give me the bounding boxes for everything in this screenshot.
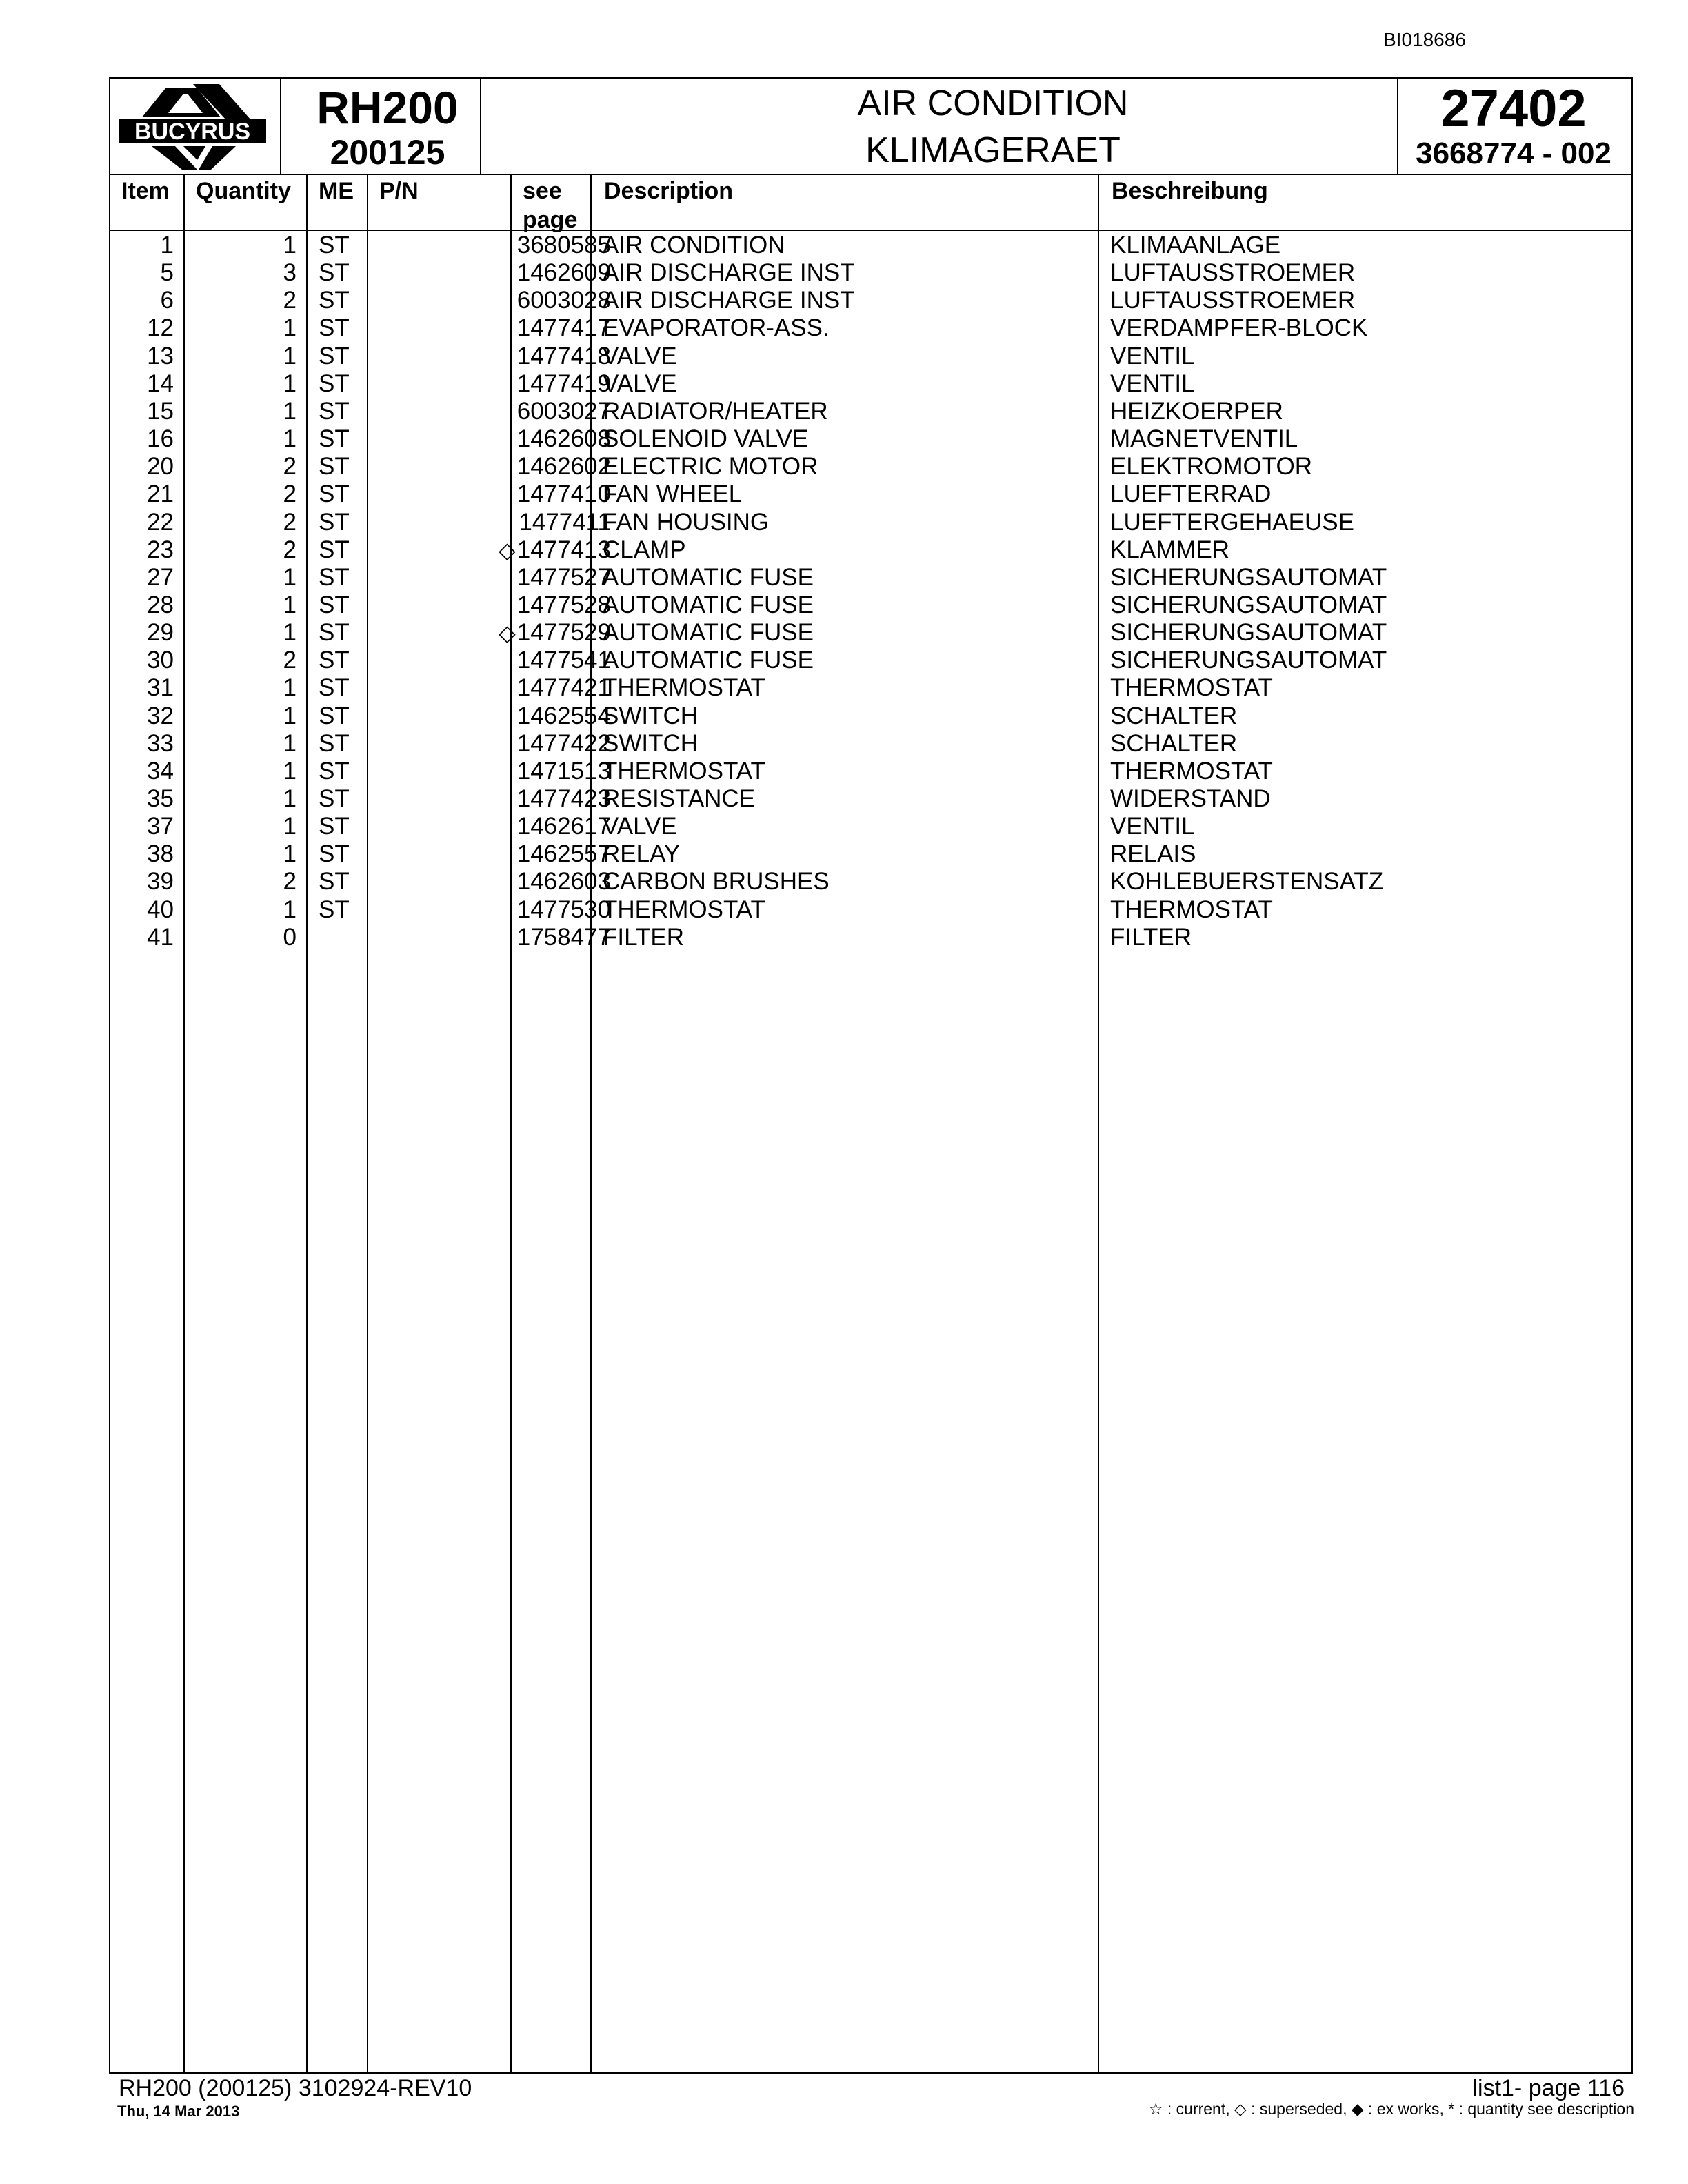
table-row bbox=[110, 868, 1631, 896]
table-row bbox=[110, 592, 1631, 619]
part-number: 1477413 bbox=[516, 536, 611, 563]
part-number: 1477423 bbox=[516, 785, 611, 812]
part-number-cell bbox=[379, 647, 611, 674]
table-row bbox=[110, 674, 1631, 702]
beschreibung-cell: LUFTAUSSTROEMER bbox=[1110, 287, 1356, 314]
beschreibung-cell: VENTIL bbox=[1110, 370, 1195, 397]
item-number: 38 bbox=[147, 840, 174, 868]
part-number-cell bbox=[379, 370, 611, 398]
item-number: 20 bbox=[147, 453, 174, 481]
part-number: 1477417 bbox=[516, 314, 611, 342]
item-number: 5 bbox=[160, 259, 174, 287]
item-number: 33 bbox=[147, 729, 174, 757]
quantity-cell: 1 bbox=[283, 342, 297, 370]
beschreibung-cell: THERMOSTAT bbox=[1110, 896, 1273, 923]
unit-cell: ST bbox=[319, 785, 350, 812]
item-number: 12 bbox=[147, 314, 174, 342]
quantity-cell: 1 bbox=[283, 896, 297, 923]
table-row bbox=[110, 232, 1631, 259]
superseded-icon: ◇ bbox=[499, 537, 516, 563]
beschreibung-cell: WIDERSTAND bbox=[1110, 785, 1271, 812]
part-number-cell bbox=[379, 840, 611, 868]
quantity-cell: 1 bbox=[283, 591, 297, 618]
table-row bbox=[110, 647, 1631, 674]
unit-cell: ST bbox=[319, 647, 350, 674]
unit-cell: ST bbox=[319, 536, 350, 563]
column-header-divider bbox=[110, 230, 1631, 231]
part-number-cell bbox=[379, 259, 611, 287]
part-number: 1462603 bbox=[516, 868, 611, 896]
table-row bbox=[110, 758, 1631, 785]
description-cell: AUTOMATIC FUSE bbox=[603, 563, 814, 591]
part-number-cell bbox=[379, 619, 611, 647]
part-number-cell bbox=[379, 592, 611, 619]
description-cell: RESISTANCE bbox=[603, 785, 756, 812]
description-cell: AUTOMATIC FUSE bbox=[603, 619, 814, 647]
superseded-icon: ◇ bbox=[499, 620, 516, 646]
unit-cell: ST bbox=[319, 896, 350, 923]
part-number: 1477528 bbox=[516, 591, 611, 618]
part-number: 1477422 bbox=[516, 729, 611, 757]
footer-date: Thu, 14 Mar 2013 bbox=[117, 2103, 240, 2120]
part-number-cell bbox=[379, 314, 611, 342]
quantity-cell: 1 bbox=[283, 785, 297, 812]
part-number-cell bbox=[379, 674, 611, 702]
description-cell: THERMOSTAT bbox=[603, 757, 765, 785]
description-cell: CARBON BRUSHES bbox=[603, 868, 830, 896]
part-number: 1462609 bbox=[516, 259, 611, 287]
table-row bbox=[110, 840, 1631, 868]
table-row bbox=[110, 924, 1631, 951]
table-row bbox=[110, 564, 1631, 592]
beschreibung-cell: KLIMAANLAGE bbox=[1110, 232, 1281, 259]
drawing-number: 3668774 - 002 bbox=[1416, 136, 1611, 170]
item-number: 35 bbox=[147, 785, 174, 812]
part-number-cell bbox=[379, 536, 611, 564]
beschreibung-cell: SICHERUNGSAUTOMAT bbox=[1110, 619, 1387, 647]
part-number-cell bbox=[379, 785, 611, 813]
header-divider bbox=[110, 174, 1631, 175]
column-header-description: Description bbox=[604, 178, 734, 204]
beschreibung-cell: VENTIL bbox=[1110, 342, 1195, 370]
quantity-cell: 1 bbox=[283, 702, 297, 729]
description-cell: SWITCH bbox=[603, 729, 699, 757]
table-row bbox=[110, 702, 1631, 730]
table-row bbox=[110, 343, 1631, 370]
description-cell: ELECTRIC MOTOR bbox=[603, 453, 818, 481]
quantity-cell: 2 bbox=[283, 647, 297, 674]
item-number: 32 bbox=[147, 702, 174, 729]
description-cell: SWITCH bbox=[603, 702, 699, 729]
table-row bbox=[110, 425, 1631, 453]
page-title-german: KLIMAGERAET bbox=[865, 130, 1121, 170]
unit-cell: ST bbox=[319, 674, 350, 702]
part-number: 1477411 bbox=[519, 508, 611, 536]
beschreibung-cell: FILTER bbox=[1110, 923, 1192, 951]
column-header-see-page: see page bbox=[523, 178, 578, 233]
part-number: 1477530 bbox=[516, 896, 611, 923]
item-number: 31 bbox=[147, 674, 174, 702]
unit-cell: ST bbox=[319, 619, 350, 647]
part-number: 6003027 bbox=[516, 397, 611, 425]
quantity-cell: 1 bbox=[283, 840, 297, 868]
footer-document-line: RH200 (200125) 3102924-REV10 bbox=[119, 2075, 472, 2101]
beschreibung-cell: LUEFTERRAD bbox=[1110, 481, 1272, 508]
column-header-quantity: Quantity bbox=[196, 178, 291, 204]
beschreibung-cell: LUFTAUSSTROEMER bbox=[1110, 259, 1356, 287]
footer-page-number: list1- page 116 bbox=[1472, 2075, 1625, 2101]
part-number: 1462554 bbox=[516, 702, 611, 729]
part-number: 1758477 bbox=[516, 923, 611, 951]
part-number: 6003028 bbox=[516, 287, 611, 314]
group-number: 27402 bbox=[1440, 79, 1587, 138]
part-number-cell bbox=[379, 425, 611, 453]
unit-cell: ST bbox=[319, 508, 350, 536]
part-number: 1477419 bbox=[516, 370, 611, 397]
description-cell: AIR DISCHARGE INST bbox=[603, 259, 855, 287]
item-number: 28 bbox=[147, 591, 174, 618]
quantity-cell: 1 bbox=[283, 425, 297, 453]
column-header-pn: P/N bbox=[379, 178, 419, 204]
quantity-cell: 1 bbox=[283, 563, 297, 591]
quantity-cell: 1 bbox=[283, 232, 297, 259]
footer-symbol-legend: ☆ : current, ◇ : superseded, ◆ : ex works, * : quantity see description bbox=[1148, 2100, 1634, 2118]
item-number: 1 bbox=[160, 232, 174, 259]
table-row bbox=[110, 314, 1631, 342]
document-reference: BI018686 bbox=[1383, 29, 1466, 50]
page-title-english: AIR CONDITION bbox=[857, 83, 1129, 123]
beschreibung-cell: KOHLEBUERSTENSATZ bbox=[1110, 868, 1384, 896]
item-number: 37 bbox=[147, 813, 174, 840]
unit-cell: ST bbox=[319, 702, 350, 729]
beschreibung-cell: VERDAMPFER-BLOCK bbox=[1110, 314, 1368, 342]
quantity-cell: 2 bbox=[283, 868, 297, 896]
quantity-cell: 2 bbox=[283, 536, 297, 563]
part-number-cell bbox=[379, 398, 611, 425]
description-cell: AIR CONDITION bbox=[603, 232, 785, 259]
beschreibung-cell: THERMOSTAT bbox=[1110, 674, 1273, 702]
description-cell: AUTOMATIC FUSE bbox=[603, 591, 814, 618]
part-number-cell bbox=[379, 343, 611, 370]
header-separator bbox=[280, 79, 281, 174]
machine-model: RH200 bbox=[316, 82, 459, 133]
unit-cell: ST bbox=[319, 729, 350, 757]
table-row bbox=[110, 730, 1631, 758]
quantity-cell: 1 bbox=[283, 397, 297, 425]
bucyrus-logo bbox=[116, 84, 269, 171]
quantity-cell: 1 bbox=[283, 619, 297, 647]
part-number: 1477421 bbox=[516, 674, 611, 702]
header-separator bbox=[480, 79, 481, 174]
quantity-cell: 1 bbox=[283, 370, 297, 397]
unit-cell: ST bbox=[319, 287, 350, 314]
item-number: 41 bbox=[147, 923, 174, 951]
beschreibung-cell: LUEFTERGEHAEUSE bbox=[1110, 508, 1354, 536]
part-number: 3680585 bbox=[516, 232, 611, 259]
part-number-cell bbox=[379, 758, 611, 785]
item-number: 27 bbox=[147, 563, 174, 591]
table-row bbox=[110, 287, 1631, 314]
beschreibung-cell: VENTIL bbox=[1110, 813, 1195, 840]
quantity-cell: 2 bbox=[283, 287, 297, 314]
part-number-cell bbox=[379, 453, 611, 481]
description-cell: FILTER bbox=[603, 923, 684, 951]
quantity-cell: 1 bbox=[283, 813, 297, 840]
item-number: 13 bbox=[147, 342, 174, 370]
table-row bbox=[110, 259, 1631, 287]
part-number: 1462602 bbox=[516, 453, 611, 481]
item-number: 14 bbox=[147, 370, 174, 397]
description-cell: RADIATOR/HEATER bbox=[603, 397, 828, 425]
item-number: 21 bbox=[147, 481, 174, 508]
table-row bbox=[110, 370, 1631, 398]
part-number-cell bbox=[379, 481, 611, 508]
item-number: 40 bbox=[147, 896, 174, 923]
part-number: 1477418 bbox=[516, 342, 611, 370]
description-cell: CLAMP bbox=[603, 536, 686, 563]
table-row bbox=[110, 785, 1631, 813]
beschreibung-cell: SCHALTER bbox=[1110, 729, 1238, 757]
part-number: 1462608 bbox=[516, 425, 611, 453]
description-cell: FAN WHEEL bbox=[603, 481, 743, 508]
table-row bbox=[110, 536, 1631, 564]
quantity-cell: 3 bbox=[283, 259, 297, 287]
column-header-beschreibung: Beschreibung bbox=[1112, 178, 1268, 204]
table-row bbox=[110, 896, 1631, 924]
unit-cell: ST bbox=[319, 259, 350, 287]
unit-cell: ST bbox=[319, 840, 350, 868]
item-number: 6 bbox=[160, 287, 174, 314]
item-number: 34 bbox=[147, 757, 174, 785]
unit-cell: ST bbox=[319, 868, 350, 896]
beschreibung-cell: ELEKTROMOTOR bbox=[1110, 453, 1313, 481]
description-cell: AIR DISCHARGE INST bbox=[603, 287, 855, 314]
description-cell: EVAPORATOR-ASS. bbox=[603, 314, 830, 342]
part-number: 1477529 bbox=[516, 619, 611, 647]
unit-cell: ST bbox=[319, 314, 350, 342]
logo-wordmark: BUCYRUS bbox=[134, 119, 251, 145]
unit-cell: ST bbox=[319, 453, 350, 481]
part-number-cell bbox=[379, 564, 611, 592]
item-number: 16 bbox=[147, 425, 174, 453]
item-number: 39 bbox=[147, 868, 174, 896]
part-number: 1471513 bbox=[516, 757, 611, 785]
description-cell: SOLENOID VALVE bbox=[603, 425, 809, 453]
table-row bbox=[110, 813, 1631, 840]
description-cell: AUTOMATIC FUSE bbox=[603, 647, 814, 674]
description-cell: THERMOSTAT bbox=[603, 896, 765, 923]
quantity-cell: 2 bbox=[283, 453, 297, 481]
quantity-cell: 2 bbox=[283, 481, 297, 508]
beschreibung-cell: SICHERUNGSAUTOMAT bbox=[1110, 563, 1387, 591]
table-row bbox=[110, 481, 1631, 508]
unit-cell: ST bbox=[319, 813, 350, 840]
part-number-cell bbox=[379, 702, 611, 730]
part-number-cell bbox=[379, 287, 611, 314]
item-number: 30 bbox=[147, 647, 174, 674]
unit-cell: ST bbox=[319, 397, 350, 425]
part-number: 1477527 bbox=[516, 563, 611, 591]
description-cell: VALVE bbox=[603, 342, 677, 370]
quantity-cell: 0 bbox=[283, 923, 297, 951]
beschreibung-cell: SICHERUNGSAUTOMAT bbox=[1110, 591, 1387, 618]
table-row bbox=[110, 509, 1631, 536]
part-number-cell bbox=[379, 730, 611, 758]
quantity-cell: 1 bbox=[283, 314, 297, 342]
part-number: 1462617 bbox=[516, 813, 611, 840]
beschreibung-cell: MAGNETVENTIL bbox=[1110, 425, 1298, 453]
unit-cell: ST bbox=[319, 563, 350, 591]
part-number-cell bbox=[379, 896, 611, 924]
parts-list-frame bbox=[109, 77, 1633, 2074]
description-cell: VALVE bbox=[603, 813, 677, 840]
quantity-cell: 2 bbox=[283, 508, 297, 536]
description-cell: VALVE bbox=[603, 370, 677, 397]
part-number-cell bbox=[379, 232, 611, 259]
unit-cell: ST bbox=[319, 757, 350, 785]
part-number: 1477410 bbox=[516, 481, 611, 508]
beschreibung-cell: THERMOSTAT bbox=[1110, 757, 1273, 785]
part-number-cell bbox=[379, 924, 611, 951]
part-number: 1462557 bbox=[516, 840, 611, 868]
unit-cell: ST bbox=[319, 591, 350, 618]
beschreibung-cell: HEIZKOERPER bbox=[1110, 397, 1283, 425]
unit-cell: ST bbox=[319, 232, 350, 259]
quantity-cell: 1 bbox=[283, 757, 297, 785]
column-header-me: ME bbox=[319, 178, 354, 204]
table-row bbox=[110, 453, 1631, 481]
unit-cell: ST bbox=[319, 370, 350, 397]
beschreibung-cell: SCHALTER bbox=[1110, 702, 1238, 729]
beschreibung-cell: SICHERUNGSAUTOMAT bbox=[1110, 647, 1387, 674]
item-number: 22 bbox=[147, 508, 174, 536]
part-number-cell bbox=[379, 868, 611, 896]
quantity-cell: 1 bbox=[283, 729, 297, 757]
beschreibung-cell: RELAIS bbox=[1110, 840, 1196, 868]
part-number: 1477541 bbox=[516, 647, 611, 674]
part-number-cell bbox=[379, 509, 611, 536]
description-cell: RELAY bbox=[603, 840, 681, 868]
description-cell: THERMOSTAT bbox=[603, 674, 765, 702]
table-row bbox=[110, 619, 1631, 647]
item-number: 15 bbox=[147, 397, 174, 425]
item-number: 23 bbox=[147, 536, 174, 563]
part-number-cell bbox=[379, 813, 611, 840]
table-row bbox=[110, 398, 1631, 425]
quantity-cell: 1 bbox=[283, 674, 297, 702]
unit-cell: ST bbox=[319, 342, 350, 370]
unit-cell: ST bbox=[319, 425, 350, 453]
description-cell: FAN HOUSING bbox=[603, 508, 770, 536]
beschreibung-cell: KLAMMER bbox=[1110, 536, 1230, 563]
unit-cell: ST bbox=[319, 481, 350, 508]
machine-serial: 200125 bbox=[330, 133, 445, 172]
item-number: 29 bbox=[147, 619, 174, 647]
column-header-item: Item bbox=[121, 178, 170, 204]
